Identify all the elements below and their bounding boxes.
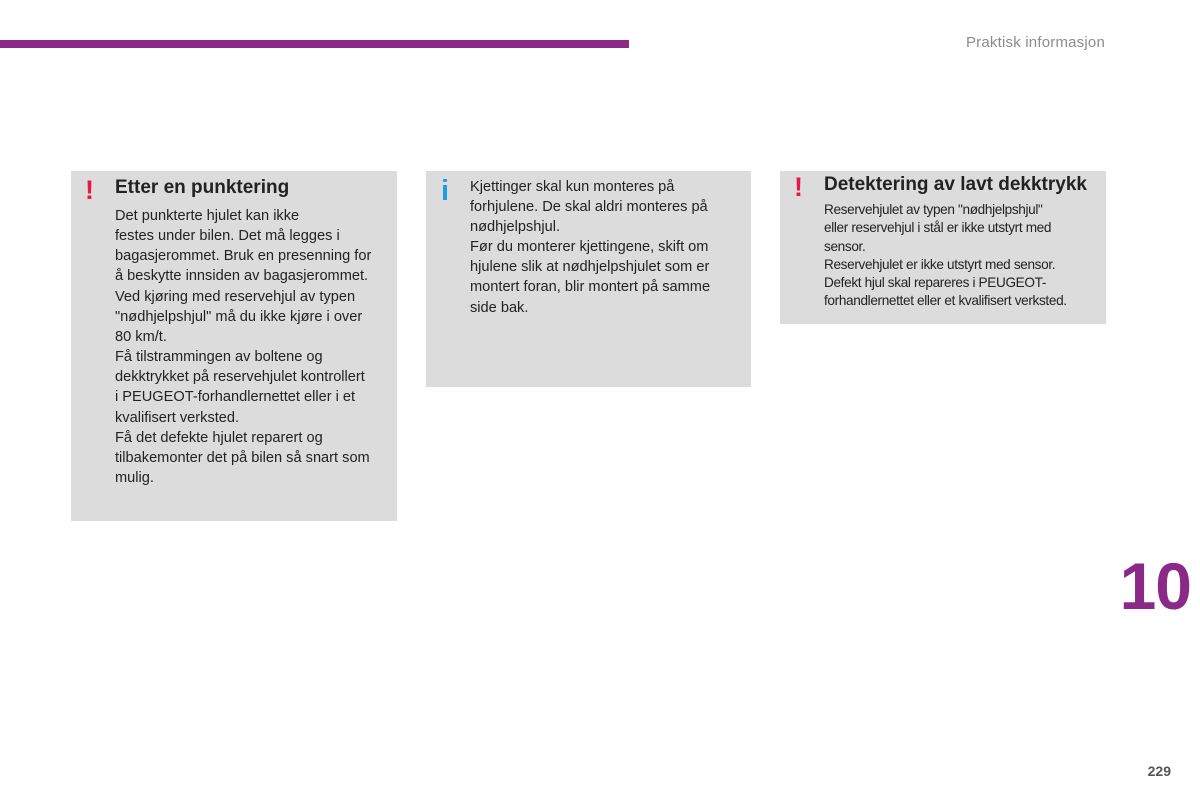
body-line: Kjettinger skal kun monteres på [470, 179, 675, 195]
body-line: mulig. [115, 470, 154, 487]
body-line: forhandlernettet eller et kvalifisert verksted. [824, 293, 1067, 309]
box-title: Detektering av lavt dekktrykk [824, 174, 1087, 195]
body-line: Defekt hjul skal repareres i PEUGEOT- [824, 275, 1047, 291]
exclamation-warning-icon: ! [85, 175, 94, 205]
body-line: nødhjelpshjul. [470, 219, 561, 236]
page-number: 229 [1147, 763, 1171, 779]
body-line: side bak. [470, 299, 529, 316]
body-line: Ved kjøring med reservehjul av typen [115, 288, 356, 305]
body-line: dekktrykket på reservehjulet kontrollert [115, 369, 365, 386]
info-icon: i [441, 175, 450, 207]
body-line: i PEUGEOT-forhandlernettet eller i et [115, 389, 356, 406]
box-body [470, 177, 710, 318]
section-title: Praktisk informasjon [965, 34, 1105, 51]
warning-box-puncture [71, 171, 397, 521]
body-line: sensor. [824, 238, 866, 254]
box-body [115, 206, 371, 488]
body-line: å beskytte innsiden av bagasjerommet. [115, 268, 369, 285]
body-line: montert foran, blir montert på samme [470, 279, 711, 296]
info-box-chains [426, 171, 751, 387]
body-line: kvalifisert verksted. [115, 409, 240, 426]
exclamation-warning-icon: ! [794, 172, 803, 202]
body-line: festes under bilen. Det må legges i [115, 228, 340, 245]
warning-box-low-pressure [780, 171, 1106, 324]
body-line: 80 km/t. [115, 328, 167, 345]
chapter-number: 10 [1119, 549, 1191, 623]
body-line: Få tilstrammingen av boltene og [115, 349, 323, 366]
body-line: Reservehjulet av typen "nødhjelpshjul" [824, 202, 1043, 217]
body-line: bagasjerommet. Bruk en presenning for [115, 248, 372, 265]
body-line: tilbakemonter det på bilen så snart som [115, 449, 370, 466]
box-body [824, 201, 1067, 311]
body-line: Det punkterte hjulet kan ikke [115, 208, 300, 224]
body-line: eller reservehjul i stål er ikke utstyrt med [824, 220, 1052, 236]
body-line: Reservehjulet er ikke utstyrt med sensor. [824, 256, 1056, 272]
body-line: Få det defekte hjulet reparert og [115, 429, 323, 446]
body-line: forhjulene. De skal aldri monteres på [470, 199, 708, 216]
body-line: Før du monterer kjettingene, skift om [470, 239, 709, 256]
body-line: hjulene slik at nødhjelpshjulet som er [470, 259, 710, 276]
box-title: Etter en punktering [115, 177, 290, 198]
header-accent-bar [0, 40, 629, 48]
body-line: "nødhjelpshjul" må du ikke kjøre i over [115, 308, 363, 325]
